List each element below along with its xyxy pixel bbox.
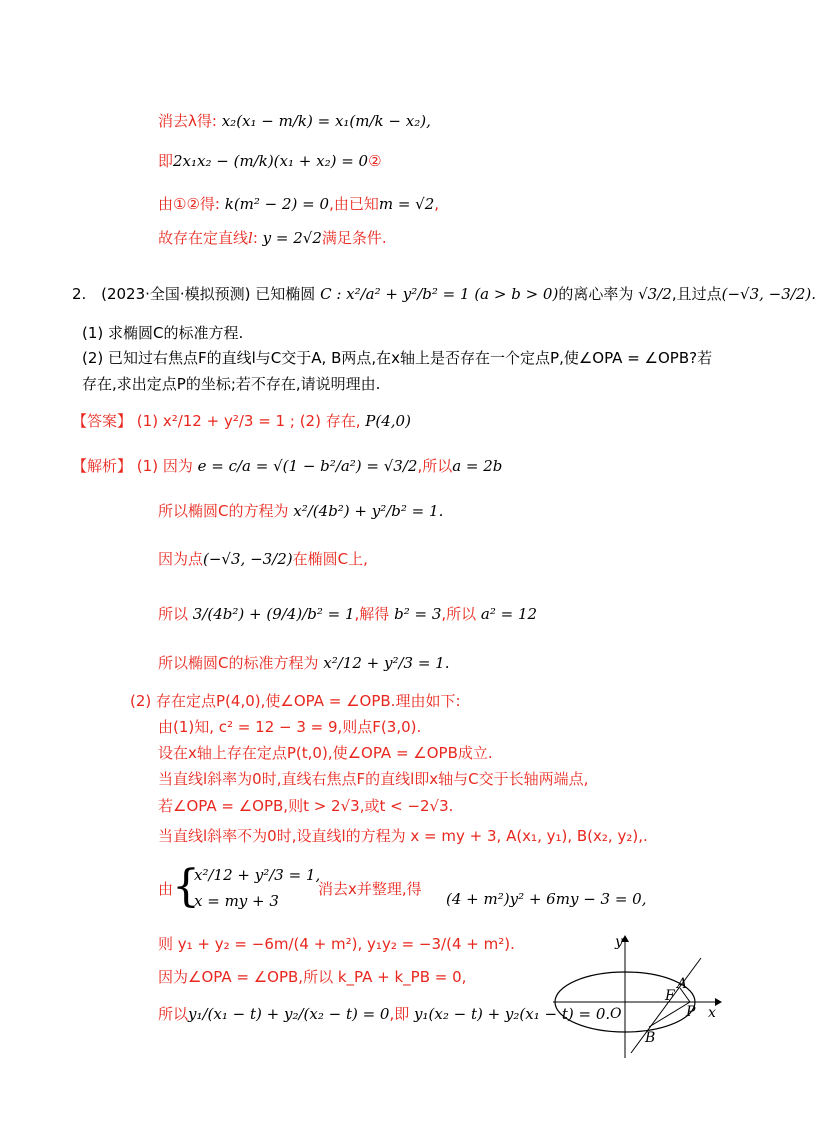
block1-l3-math: k(m² − 2) = 0 — [224, 195, 330, 213]
answer-line — [72, 410, 411, 432]
answer-point: P(4,0) — [365, 412, 411, 430]
block1-l1-math: x₂(x₁ − m/k) = x₁(m/k − x₂), — [221, 112, 431, 130]
problem-point-text: ,且过点 — [671, 285, 722, 303]
analysis-b1: (2) 存在定点P(4,0),使∠OPA = ∠OPB.理由如下: — [130, 692, 461, 710]
label-y: y — [615, 934, 623, 950]
analysis-b4: 当直线l斜率为0时,直线右焦点F的直线l即x轴与C交于长轴两端点, — [158, 770, 589, 788]
block1-line3 — [158, 193, 439, 215]
analysis-a4-mid: ,解得 — [354, 605, 390, 623]
block1-l1-label: 消去λ得: — [158, 112, 217, 130]
block1-l3-end: , — [434, 195, 440, 213]
analysis-b7-mid: 消去x并整理,得 — [318, 880, 422, 898]
problem-q2-line2: 存在,求出定点P的坐标;若不存在,请说明理由. — [82, 375, 381, 393]
problem-header — [72, 283, 816, 305]
analysis-b8: 则 y₁ + y₂ = −6m/(4 + m²), y₁y₂ = −3/(4 + m²). — [158, 935, 515, 953]
analysis-b10 — [158, 1003, 610, 1025]
analysis-b9: 因为∠OPA = ∠OPB,所以 k_PA + k_PB = 0, — [158, 968, 467, 986]
analysis-b3: 设在x轴上存在定点P(t,0),使∠OPA = ∠OPB成立. — [158, 744, 493, 762]
analysis-b2: 由(1)知, c² = 12 − 3 = 9,则点F(3,0). — [158, 718, 422, 736]
analysis-b5: 若∠OPA = ∠OPB,则t > 2√3,或t < −2√3. — [158, 797, 454, 815]
analysis-b6: 当直线l斜率不为0时,设直线l的方程为 x = my + 3, A(x₁, y₁), B(x₂, y₂),. — [158, 827, 648, 845]
analysis-a4-math3: a² = 12 — [480, 605, 538, 623]
analysis-a1-math2: a = 2b — [452, 457, 503, 475]
problem-ellipse-eq: C : x²/a² + y²/b² = 1 (a > b > 0) — [320, 285, 559, 303]
block1-l2-math: 2x₁x₂ − (m/k)(x₁ + x₂) = 0 — [173, 152, 369, 170]
block1-l4-label: 故存在定直线 — [158, 229, 249, 247]
problem-intro: 已知椭圆 — [255, 285, 316, 303]
analysis-a1-tail: ,所以 — [417, 457, 453, 475]
analysis-b7-sys2: x = my + 3 — [194, 892, 279, 910]
analysis-a3-label: 因为点 — [158, 550, 204, 568]
problem-q2-line1: (2) 已知过右焦点F的直线l与C交于A, B两点,在x轴上是否存在一个定点P,使∠OPA = ∠OPB?若 — [82, 349, 713, 367]
analysis-a4-math: 3/(4b²) + (9/4)/b² = 1 — [192, 605, 355, 623]
analysis-a3-tail: 在椭圆C上, — [292, 550, 368, 568]
answer-part1: (1) x²/12 + y²/3 = 1 ; — [136, 412, 295, 430]
block1-line1 — [158, 110, 431, 132]
analysis-a2-label: 所以椭圆C的方程为 — [158, 502, 289, 520]
block1-l4-math: y = 2√2 — [262, 229, 322, 247]
analysis-a4-label: 所以 — [158, 605, 189, 623]
block1-l4-tail: 满足条件. — [321, 229, 387, 247]
analysis-b7-label: 由 — [158, 880, 174, 898]
analysis-tag: 【解析】 — [72, 457, 133, 475]
analysis-line5 — [158, 652, 449, 674]
analysis-line2 — [158, 500, 443, 522]
ellipse-figure — [553, 930, 728, 1060]
analysis-line3 — [158, 548, 368, 570]
block1-l3-label: 由①②得: — [158, 195, 220, 213]
analysis-b10-mid: ,即 — [389, 1005, 410, 1023]
label-f: F — [665, 988, 675, 1004]
label-a: A — [677, 976, 688, 992]
block1-line4 — [158, 227, 387, 249]
label-b: B — [645, 1030, 656, 1046]
analysis-line1 — [72, 455, 502, 477]
problem-number: 2. — [72, 285, 87, 303]
analysis-b10-math2: y₁(x₂ − t) + y₂(x₁ − t) = 0. — [414, 1005, 611, 1023]
problem-source: (2023·全国·模拟预测) — [101, 285, 251, 303]
analysis-a4-tail: ,所以 — [441, 605, 477, 623]
analysis-a5-math: x²/12 + y²/3 = 1. — [323, 654, 450, 672]
block1-l3-tail: ,由已知 — [329, 195, 379, 213]
block1-l2-mark: ② — [368, 152, 382, 170]
problem-point-value: (−√3, −3/2). — [721, 285, 816, 303]
analysis-a1-math: e = c/a = √(1 − b²/a²) = √3/2 — [197, 457, 418, 475]
label-o: O — [610, 1006, 622, 1022]
analysis-b7-sys1: x²/12 + y²/3 = 1, — [194, 866, 321, 884]
block1-l4-colon: : — [252, 229, 258, 247]
answer-tag: 【答案】 — [72, 412, 133, 430]
analysis-a1-label: (1) 因为 — [136, 457, 193, 475]
block1-l4-var: l — [248, 229, 253, 247]
system-brace: { — [172, 861, 200, 912]
answer-part2: (2) 存在, — [299, 412, 361, 430]
analysis-b10-label: 所以 — [158, 1005, 189, 1023]
block1-l3-math2: m = √2 — [378, 195, 435, 213]
problem-ecc-value: √3/2 — [638, 285, 672, 303]
analysis-line4 — [158, 603, 537, 625]
problem-ecc-text: 的离心率为 — [558, 285, 634, 303]
analysis-a2-math: x²/(4b²) + y²/b² = 1. — [293, 502, 444, 520]
block1-line2 — [158, 150, 382, 172]
label-p: P — [686, 1004, 696, 1020]
problem-q1: (1) 求椭圆C的标准方程. — [82, 324, 244, 342]
analysis-a4-math2: b² = 3 — [394, 605, 442, 623]
block1-l2-label: 即 — [158, 152, 174, 170]
analysis-b7-math: (4 + m²)y² + 6my − 3 = 0, — [446, 890, 647, 908]
analysis-a5-label: 所以椭圆C的标准方程为 — [158, 654, 319, 672]
analysis-a3-math: (−√3, −3/2) — [203, 550, 293, 568]
segment-pb — [649, 1002, 690, 1027]
label-x: x — [708, 1005, 716, 1021]
analysis-b10-math: y₁/(x₁ − t) + y₂/(x₂ − t) = 0 — [188, 1005, 390, 1023]
